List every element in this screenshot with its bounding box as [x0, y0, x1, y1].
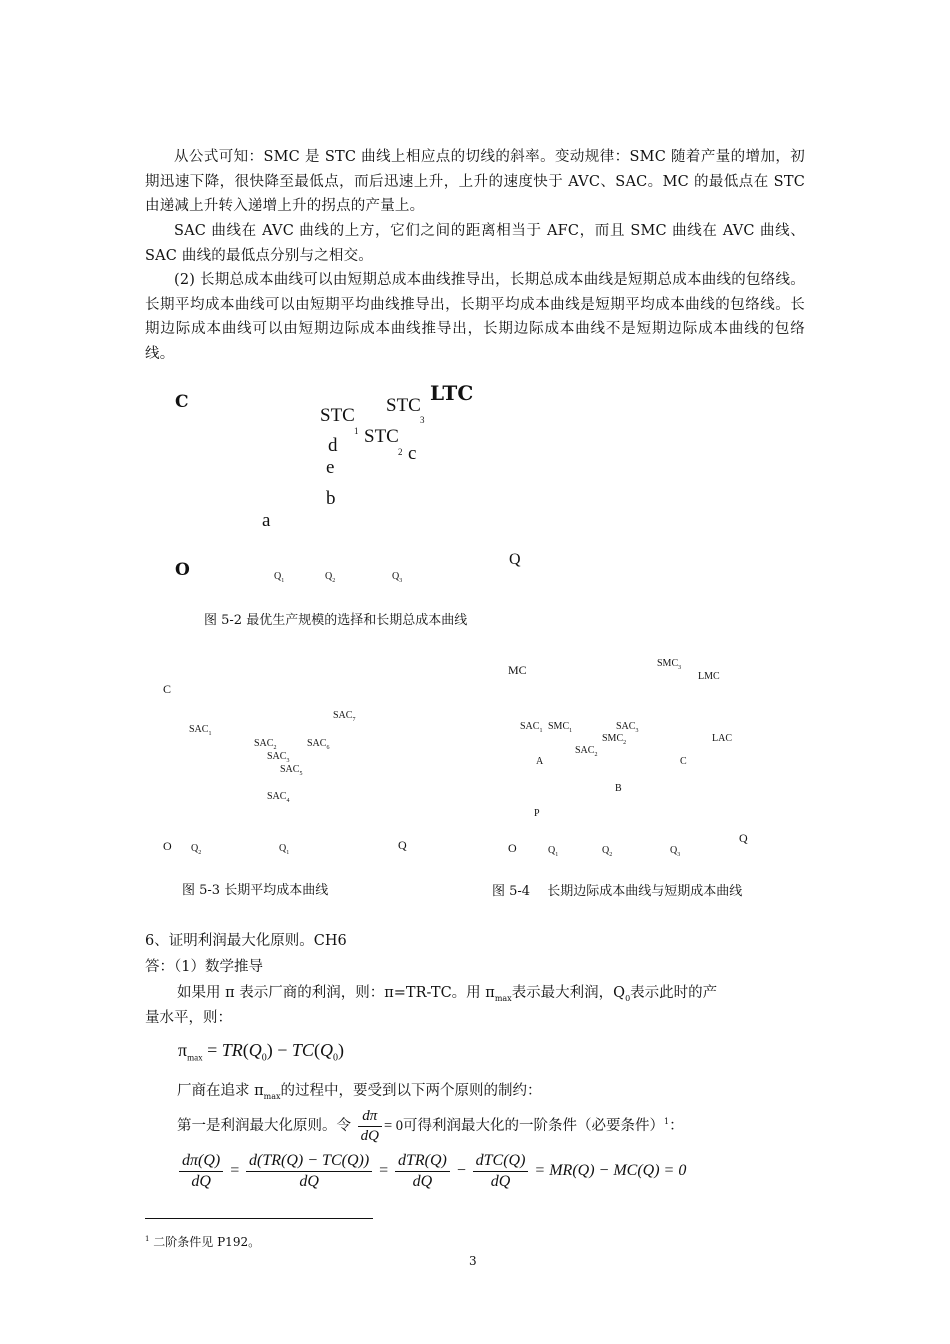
paragraph-sac: SAC 曲线在 AVC 曲线的上方，它们之间的距离相当于 AFC，而且 SMC 曲线在 AVC 曲线、SAC 曲线的最低点分别与之相交。	[145, 223, 805, 264]
fig54-lac-label: LAC	[712, 733, 732, 744]
fig53-q1: $Q_1$	[279, 843, 290, 856]
footnote: $^1$ 二阶条件见 P192。	[145, 1235, 261, 1249]
fig52-origin-label: O	[175, 560, 190, 580]
fig54-caption: 图 5-4 长期边际成本曲线与短期成本曲线	[492, 884, 743, 899]
fig53-q2: $Q_2$	[191, 843, 202, 856]
answer-heading: 答：（1）数学推导	[145, 959, 263, 975]
footnote-rule	[145, 1218, 373, 1219]
fig53-origin-label: O	[163, 839, 172, 853]
fig52-y-axis-label: C	[175, 392, 189, 412]
fig54-q2: $Q_2$	[602, 845, 613, 858]
fig54-smc1: $SMC_1$	[548, 721, 573, 734]
paragraph-long-run: (2) 长期总成本曲线可以由短期总成本曲线推导出，长期总成本曲线是短期总成本曲线的包络线。长期平均成本曲线可以由短期平均曲线推导出，长期平均成本曲线是短期平均成本曲线的包络线。长期边际成本曲线可以由短期边际成本曲线推导出，长期边际成本曲线不是短期边际成本曲线的包络线。	[145, 272, 805, 362]
fig52-stc3-label: STC	[386, 395, 421, 416]
equation-max-profit: $\pi_{max} = TR(Q_0) - TC(Q_0)$	[178, 1040, 344, 1064]
derivation-line-1: 如果用 π 表示厂商的利润，则：π=TR-TC。用 $\pi_{max}$表示最大利润，$Q_0$表示此时的产	[177, 985, 718, 1003]
fig53-sac7: $SAC_7$	[333, 710, 356, 723]
fig52-ltc-label: LTC	[430, 381, 474, 405]
fig54-point-a: A	[536, 756, 544, 767]
fig52-q3: $Q_3$	[392, 571, 403, 584]
dpi-dq-fraction: $\frac{d\pi}{dQ}$	[358, 1108, 382, 1144]
fig52-q2: $Q_2$	[325, 571, 336, 584]
fig53-sac6: $SAC_6$	[307, 738, 330, 751]
fig52-stc3-sub: 3	[420, 415, 425, 425]
fig54-point-p: P	[534, 808, 540, 819]
fig52-q1: $Q_1$	[274, 571, 285, 584]
derivation-line-3: 厂商在追求 $\pi_{max}$的过程中，要受到以下两个原则的制约：	[177, 1083, 542, 1101]
fig52-caption: 图 5-2 最优生产规模的选择和长期总成本曲线	[204, 613, 468, 628]
paragraph-smc: 从公式可知：SMC 是 STC 曲线上相应点的切线的斜率。变动规律：SMC 随着产量的增加，初期迅速下降，很快降至最低点，而后迅速上升，上升的速度快于 AVC、SAC。MC 的最低点在 STC 由递减上升转入递增上升的拐点的产量上。	[145, 149, 805, 214]
fig52-point-d: d	[328, 435, 338, 456]
fig54-sac3: $SAC_3$	[616, 721, 639, 734]
equation-first-order: $\frac{d\pi(Q)}{dQ}$ = $\frac{d(TR(Q) - TC(Q))}{dQ}$ = $\frac{\text{dTR(Q)}}{dQ}$ − $\frac{\text{dTC(Q)}}{dQ}$ = MR(Q) − MC(Q) = 0	[177, 1152, 686, 1190]
fig54-y-axis-label: MC	[508, 663, 527, 677]
fig54-x-axis-label: Q	[739, 831, 748, 845]
fig54-smc2: $SMC_2$	[602, 733, 627, 746]
fig54-point-b: B	[615, 783, 622, 794]
fig52-point-e: e	[326, 457, 335, 478]
fig54-sac1: $SAC_1$	[520, 721, 543, 734]
fig53-sac1: $SAC_1$	[189, 724, 212, 737]
fig53-y-axis-label: C	[163, 682, 172, 696]
fig52-x-axis-label: Q	[509, 551, 521, 568]
section-title: 6、证明利润最大化原则。CH6	[145, 933, 347, 949]
fig54-smc3: $SMC_3$	[657, 658, 682, 671]
fig52-stc1-label: STC	[320, 405, 355, 426]
fig52-point-b: b	[326, 488, 336, 509]
fig54-point-c: C	[680, 756, 687, 767]
fig52-point-c: c	[408, 443, 417, 464]
fig53-sac5: $SAC_5$	[280, 764, 303, 777]
fig54-lmc-label: LMC	[698, 671, 720, 682]
fig53-sac4: $SAC_4$	[267, 791, 290, 804]
fig54-origin-label: O	[508, 841, 517, 855]
fig54-sac2: $SAC_2$	[575, 745, 598, 758]
derivation-line-2: 量水平，则：	[145, 1010, 232, 1026]
fig53-sac3: $SAC_3$	[267, 751, 290, 764]
fig52-stc2-label: STC	[364, 426, 399, 447]
fig54-q3: $Q_3$	[670, 845, 681, 858]
fig54-q1: $Q_1$	[548, 845, 559, 858]
fig52-stc1-sub: 1	[354, 426, 359, 436]
derivation-line-4: 第一是利润最大化原则。令 $\frac{d\pi}{dQ}$ = 0可得利润最大化的一阶条件（必要条件）$^1$：	[177, 1108, 684, 1144]
fig53-caption: 图 5-3 长期平均成本曲线	[182, 883, 329, 898]
fig52-stc2-sub: 2	[398, 447, 403, 457]
fig53-sac2: $SAC_2$	[254, 738, 277, 751]
page-number: 3	[469, 1254, 477, 1268]
fig53-x-axis-label: Q	[398, 838, 407, 852]
fig52-point-a: a	[262, 510, 271, 531]
